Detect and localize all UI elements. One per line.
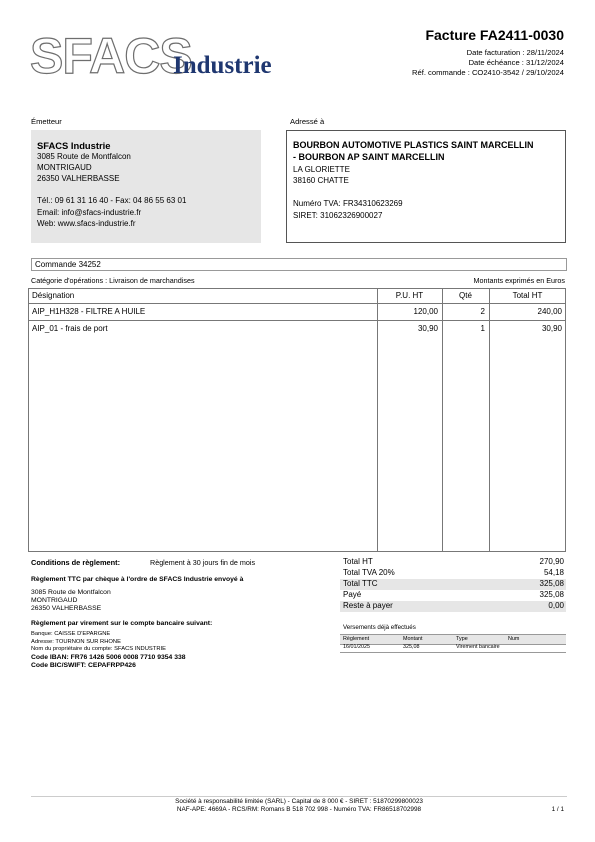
total-label: Total TVA 20% bbox=[343, 568, 395, 577]
invoice-title: Facture FA2411-0030 bbox=[425, 27, 564, 43]
destinataire-address-line1: LA GLORIETTE bbox=[293, 165, 350, 174]
row1-pu: 120,00 bbox=[413, 307, 438, 316]
commande-box: Commande 34252 bbox=[31, 258, 567, 271]
footer-divider bbox=[31, 796, 567, 797]
versements-title: Versements déjà effectués bbox=[343, 624, 416, 631]
destinataire-name-line2: - BOURBON AP SAINT MARCELLIN bbox=[293, 152, 445, 162]
categorie-operations: Catégorie d'opérations : Livraison de marchandises bbox=[31, 276, 195, 285]
header-total-ht: Total HT bbox=[512, 291, 543, 300]
date-facturation: Date facturation : 28/11/2024 bbox=[466, 48, 564, 57]
cheque-address-line1: 3085 Route de Montfalcon bbox=[31, 589, 111, 596]
total-value: 0,00 bbox=[548, 601, 564, 610]
emetteur-web: Web: www.sfacs-industrie.fr bbox=[37, 219, 136, 228]
company-logo bbox=[30, 28, 290, 84]
total-row-reste bbox=[340, 601, 566, 612]
banque: Banque: CAISSE D'EPARGNE bbox=[31, 631, 111, 637]
emetteur-address-line1: 3085 Route de Montfalcon bbox=[37, 152, 131, 161]
date-echeance: Date échéance : 31/12/2024 bbox=[468, 58, 564, 67]
total-value: 325,08 bbox=[539, 579, 564, 588]
total-row-ttc bbox=[340, 579, 566, 590]
versement-montant: 325,08 bbox=[403, 644, 420, 650]
row1-designation: AIP_H1H328 - FILTRE A HUILE bbox=[32, 307, 146, 316]
column-divider bbox=[489, 289, 490, 551]
total-label: Total HT bbox=[343, 557, 373, 566]
row2-qte: 1 bbox=[480, 324, 485, 333]
row1-total: 240,00 bbox=[537, 307, 562, 316]
code-iban: Code IBAN: FR76 1426 5006 0008 7710 9354 338 bbox=[31, 654, 186, 661]
total-value: 325,08 bbox=[539, 590, 564, 599]
total-label: Total TTC bbox=[343, 579, 378, 588]
column-divider bbox=[377, 289, 378, 551]
emetteur-box bbox=[31, 130, 261, 243]
versement-reglement: 16/01/2025 bbox=[343, 644, 370, 650]
line-items-table bbox=[28, 288, 566, 552]
compte-proprietaire: Nom du propriétaire du compte: SFACS INDUSTRIE bbox=[31, 646, 166, 652]
row2-pu: 30,90 bbox=[417, 324, 438, 333]
row-divider bbox=[29, 320, 565, 321]
emetteur-address-line2: MONTRIGAUD bbox=[37, 163, 92, 172]
destinataire-siret: SIRET: 31062326900027 bbox=[293, 211, 383, 220]
emetteur-phone: Tél.: 09 61 31 16 40 - Fax: 04 86 55 63 01 bbox=[37, 196, 187, 205]
destinataire-tva: Numéro TVA: FR34310623269 bbox=[293, 199, 403, 208]
montants-euros: Montants exprimés en Euros bbox=[473, 276, 565, 285]
cheque-address-line3: 26350 VALHERBASSE bbox=[31, 605, 102, 612]
versements-header-num: Num bbox=[508, 636, 520, 642]
total-row-tva bbox=[340, 568, 566, 579]
destinataire-name-line1: BOURBON AUTOMOTIVE PLASTICS SAINT MARCELLIN bbox=[293, 140, 534, 150]
row1-qte: 2 bbox=[480, 307, 485, 316]
footer-line1: Société à responsabilité limitée (SARL) - Capital de 8 000 € - SIRET : 51870299800023 bbox=[175, 798, 423, 805]
cheque-title: Règlement TTC par chèque à l'ordre de SFACS Industrie envoyé à bbox=[31, 576, 244, 583]
emetteur-email: Email: info@sfacs-industrie.fr bbox=[37, 208, 142, 217]
banque-adresse: Adresse: TOURNON SUR RHONE bbox=[31, 639, 121, 645]
row2-designation: AIP_01 - frais de port bbox=[32, 324, 108, 333]
total-row-paye bbox=[340, 590, 566, 601]
logo-industrie-text: Industrie bbox=[173, 52, 272, 79]
logo-sfacs-text: SFACS bbox=[30, 28, 192, 84]
versements-header-montant: Montant bbox=[403, 636, 423, 642]
footer-line2: NAF-APE: 4669A - RCS/RM: Romans B 518 702 998 - Numéro TVA: FR86518702998 bbox=[176, 806, 422, 813]
code-bic: Code BIC/SWIFT: CEPAFRPP426 bbox=[31, 662, 136, 669]
conditions-label: Conditions de règlement: bbox=[31, 558, 121, 567]
virement-title: Règlement par virement sur le compte bancaire suivant: bbox=[31, 620, 213, 627]
conditions-value: Règlement à 30 jours fin de mois bbox=[150, 558, 256, 567]
header-qte: Qté bbox=[459, 291, 472, 300]
total-value: 270,90 bbox=[539, 557, 564, 566]
column-divider bbox=[442, 289, 443, 551]
emetteur-label: Émetteur bbox=[31, 117, 62, 126]
total-row-ht bbox=[340, 557, 566, 568]
versement-type: Virement bancaire bbox=[456, 644, 500, 650]
row2-total: 30,90 bbox=[541, 324, 562, 333]
page-number: 1 / 1 bbox=[551, 806, 564, 813]
cheque-address-line2: MONTRIGAUD bbox=[31, 597, 78, 604]
versements-row bbox=[340, 643, 566, 653]
ref-commande: Réf. commande : CO2410-3542 / 29/10/2024 bbox=[412, 68, 564, 77]
destinataire-box bbox=[286, 130, 566, 243]
total-label: Payé bbox=[343, 590, 362, 599]
header-designation: Désignation bbox=[32, 291, 75, 300]
versements-header-reglement: Règlement bbox=[343, 636, 370, 642]
emetteur-address-line3: 26350 VALHERBASSE bbox=[37, 174, 120, 183]
total-value: 54,18 bbox=[543, 568, 564, 577]
total-label: Reste à payer bbox=[343, 601, 393, 610]
versements-header-type: Type bbox=[456, 636, 468, 642]
emetteur-name: SFACS Industrie bbox=[37, 140, 111, 151]
destinataire-label: Adressé à bbox=[290, 117, 325, 126]
destinataire-address-line2: 38160 CHATTE bbox=[293, 176, 349, 185]
header-pu-ht: P.U. HT bbox=[395, 291, 424, 300]
